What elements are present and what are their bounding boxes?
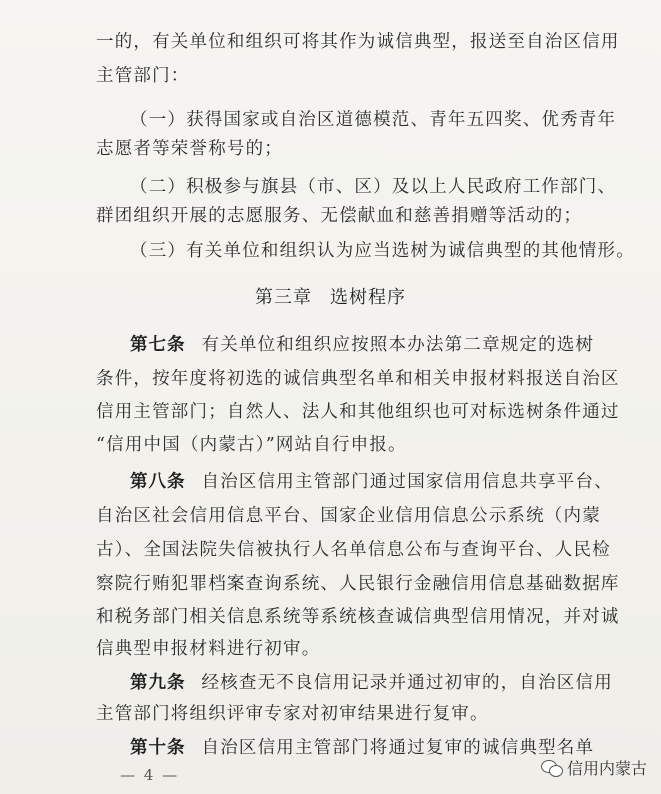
text-line: 条件，按年度将初选的诚信典型名单和相关申报材料报送自治区 bbox=[96, 369, 620, 389]
text-line: 群团组织开展的志愿服务、无偿献血和慈善捐赠等活动的； bbox=[96, 206, 583, 226]
chapter-heading bbox=[0, 283, 661, 309]
article-9-label: 第九条 bbox=[130, 673, 186, 693]
text-line: 信典型申报材料进行初审。 bbox=[96, 639, 321, 659]
text-line: （三）有关单位和组织认为应当选树为诚信典型的其他情形。 bbox=[130, 241, 635, 261]
chapter-title: 选树程序 bbox=[330, 287, 406, 308]
text-line: 主管部门： bbox=[96, 66, 190, 86]
article-9-text: 经核查无不良信用记录并通过初审的，自治区信用 bbox=[201, 673, 613, 693]
article-9-line bbox=[130, 671, 613, 695]
page-number: — 4 — bbox=[120, 766, 180, 784]
text-line: 自治区社会信用信息平台、国家企业信用信息公示系统（内蒙 bbox=[96, 506, 601, 526]
text-line: 一的，有关单位和组织可将其作为诚信典型，报送至自治区信用 bbox=[96, 32, 620, 52]
text-line: 志愿者等荣誉称号的； bbox=[96, 139, 283, 159]
text-line: 古）、全国法院失信被执行人名单信息公布与查询平台、人民检 bbox=[96, 540, 611, 560]
article-10-label: 第十条 bbox=[130, 738, 186, 758]
text-line: 信用主管部门；自然人、法人和其他组织也可对标选树条件通过 bbox=[96, 402, 620, 422]
article-8-line bbox=[130, 470, 613, 494]
article-8-label: 第八条 bbox=[130, 472, 186, 492]
article-7-line bbox=[130, 333, 594, 357]
article-10-text: 自治区信用主管部门将通过复审的诚信典型名单 bbox=[201, 738, 595, 758]
chapter-number: 第三章 bbox=[255, 287, 312, 308]
article-8-text: 自治区信用主管部门通过国家信用信息共享平台、 bbox=[201, 472, 613, 492]
text-line: 主管部门将组织评审专家对初审结果进行复审。 bbox=[96, 704, 489, 724]
article-7-text: 有关单位和组织应按照本办法第二章规定的选树 bbox=[201, 335, 595, 355]
article-10-line bbox=[130, 736, 594, 760]
article-7-label: 第七条 bbox=[130, 335, 186, 355]
text-line: （二）积极参与旗县（市、区）及以上人民政府工作部门、 bbox=[130, 177, 617, 197]
text-line: 察院行贿犯罪档案查询系统、人民银行金融信用信息基础数据库 bbox=[96, 574, 620, 594]
wechat-icon bbox=[541, 759, 563, 777]
text-line: （一）获得国家或自治区道德模范、青年五四奖、优秀青年 bbox=[130, 110, 617, 130]
watermark-text: 信用内蒙古 bbox=[566, 759, 647, 778]
watermark bbox=[541, 756, 647, 779]
text-line: 和税务部门相关信息系统等系统核查诚信典型信用情况，并对诚 bbox=[96, 607, 620, 627]
text-line: “信用中国（内蒙古）”网站自行申报。 bbox=[96, 435, 407, 455]
